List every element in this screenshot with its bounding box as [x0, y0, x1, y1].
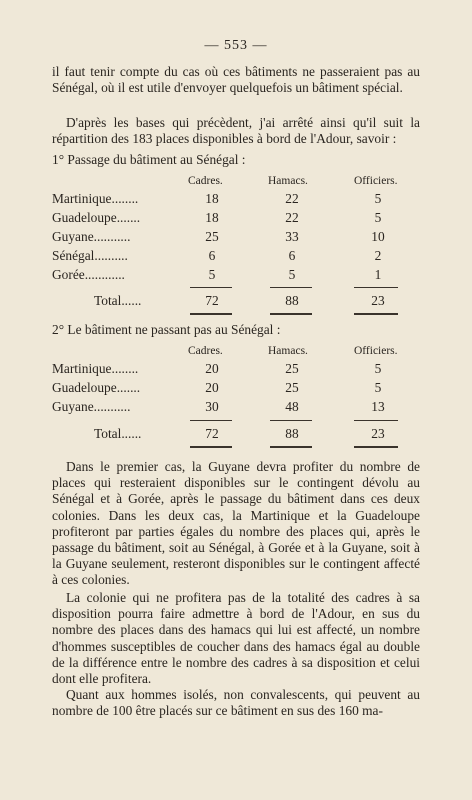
hamacs-value: 25: [285, 380, 299, 395]
row-label: Guadeloupe.......: [52, 210, 141, 225]
officiers-value: 10: [371, 229, 385, 244]
cadres-value: 6: [208, 248, 216, 263]
sum-rule: [354, 287, 398, 288]
total-underline: [270, 313, 312, 315]
row-label: Martinique........: [52, 191, 139, 206]
hamacs-value: 5: [288, 267, 296, 282]
hamacs-value: 22: [285, 191, 299, 206]
total-label: Total......: [94, 426, 142, 441]
officiers-value: 5: [374, 361, 382, 376]
sum-rule: [190, 420, 232, 421]
cadres-value: 25: [205, 229, 219, 244]
total-underline: [354, 446, 398, 448]
total-underline: [190, 446, 232, 448]
officiers-value: 5: [374, 380, 382, 395]
table2-title: 2° Le bâtiment ne passant pas au Sénégal :: [52, 322, 281, 337]
table1-row: [52, 229, 422, 247]
sum-rule: [190, 287, 232, 288]
cadres-total: 72: [205, 426, 219, 441]
officiers-value: 2: [374, 248, 382, 263]
table2-header-hamacs: Hamacs.: [268, 345, 308, 357]
cadres-value: 5: [208, 267, 216, 282]
table1-header-cadres: Cadres.: [188, 175, 223, 187]
hamacs-value: 6: [288, 248, 296, 263]
intro-paragraph-2: D'après les bases qui précèdent, j'ai arrêté ainsi qu'il suit la répartition des 183 places disponibles à bord de l'Adour, savoir :: [52, 115, 420, 147]
table1-total-row: [52, 293, 422, 311]
cadres-value: 30: [205, 399, 219, 414]
body-paragraph-1: Dans le premier cas, la Guyane devra profiter du nombre de places qui resteraient disponibles sur le contingent dévolu au Sénégal et à Gorée, après le passage du bâtiment dans ces deux colonies. Dans les deux cas, la Martinique et la Guadeloupe profiteront par parties égales du nombre des places qui, après le passage du bâtiment, soit au Sénégal, à Gorée et à la Guyane, soit à la Guyane seulement, resteront disponibles sur le contingent affecté à ces colonies.: [52, 459, 420, 588]
total-underline: [270, 446, 312, 448]
sum-rule: [354, 420, 398, 421]
table2-row: [52, 399, 422, 417]
officiers-value: 13: [371, 399, 385, 414]
officiers-total: 23: [371, 426, 385, 441]
table1-title: 1° Passage du bâtiment au Sénégal :: [52, 152, 246, 167]
hamacs-value: 33: [285, 229, 299, 244]
table2-header-cadres: Cadres.: [188, 345, 223, 357]
hamacs-total: 88: [285, 426, 299, 441]
total-underline: [190, 313, 232, 315]
table1-row: [52, 191, 422, 209]
hamacs-value: 22: [285, 210, 299, 225]
row-label: Guyane...........: [52, 229, 131, 244]
row-label: Sénégal..........: [52, 248, 128, 263]
hamacs-total: 88: [285, 293, 299, 308]
cadres-value: 20: [205, 380, 219, 395]
row-label: Guadeloupe.......: [52, 380, 141, 395]
hamacs-value: 48: [285, 399, 299, 414]
table2-row: [52, 380, 422, 398]
sum-rule: [270, 420, 312, 421]
cadres-value: 20: [205, 361, 219, 376]
hamacs-value: 25: [285, 361, 299, 376]
cadres-value: 18: [205, 210, 219, 225]
table1-header-hamacs: Hamacs.: [268, 175, 308, 187]
cadres-total: 72: [205, 293, 219, 308]
total-label: Total......: [94, 293, 142, 308]
table1-row: [52, 210, 422, 228]
table1-header-officiers: Officiers.: [354, 175, 398, 187]
officiers-value: 1: [374, 267, 382, 282]
table1-row: [52, 267, 422, 285]
page-number: — 553 —: [204, 38, 268, 53]
body-paragraph-2: La colonie qui ne profitera pas de la totalité des cadres à sa disposition pourra faire admettre à bord de l'Adour, en sus du nombre des places dans des hamacs qui lui est affecté, un nombre d'hommes susceptibles de coucher dans des hamacs égal au double de la différence entre le nombre des cadres à sa disposition et celui dont elle profitera.: [52, 590, 420, 687]
sum-rule: [270, 287, 312, 288]
table1-row: [52, 248, 422, 266]
officiers-value: 5: [374, 191, 382, 206]
officiers-total: 23: [371, 293, 385, 308]
body-paragraph-3: Quant aux hommes isolés, non convalescents, qui peuvent au nombre de 100 être placés sur ce bâtiment en sus des 160 ma-: [52, 687, 420, 719]
row-label: Guyane...........: [52, 399, 131, 414]
row-label: Martinique........: [52, 361, 139, 376]
officiers-value: 5: [374, 210, 382, 225]
table2-header-officiers: Officiers.: [354, 345, 398, 357]
table2-row: [52, 361, 422, 379]
total-underline: [354, 313, 398, 315]
row-label: Gorée............: [52, 267, 125, 282]
intro-paragraph-1: il faut tenir compte du cas où ces bâtiments ne passeraient pas au Sénégal, où il est utile d'envoyer quelquefois un bâtiment spécial.: [52, 64, 420, 96]
table2-total-row: [52, 426, 422, 444]
cadres-value: 18: [205, 191, 219, 206]
